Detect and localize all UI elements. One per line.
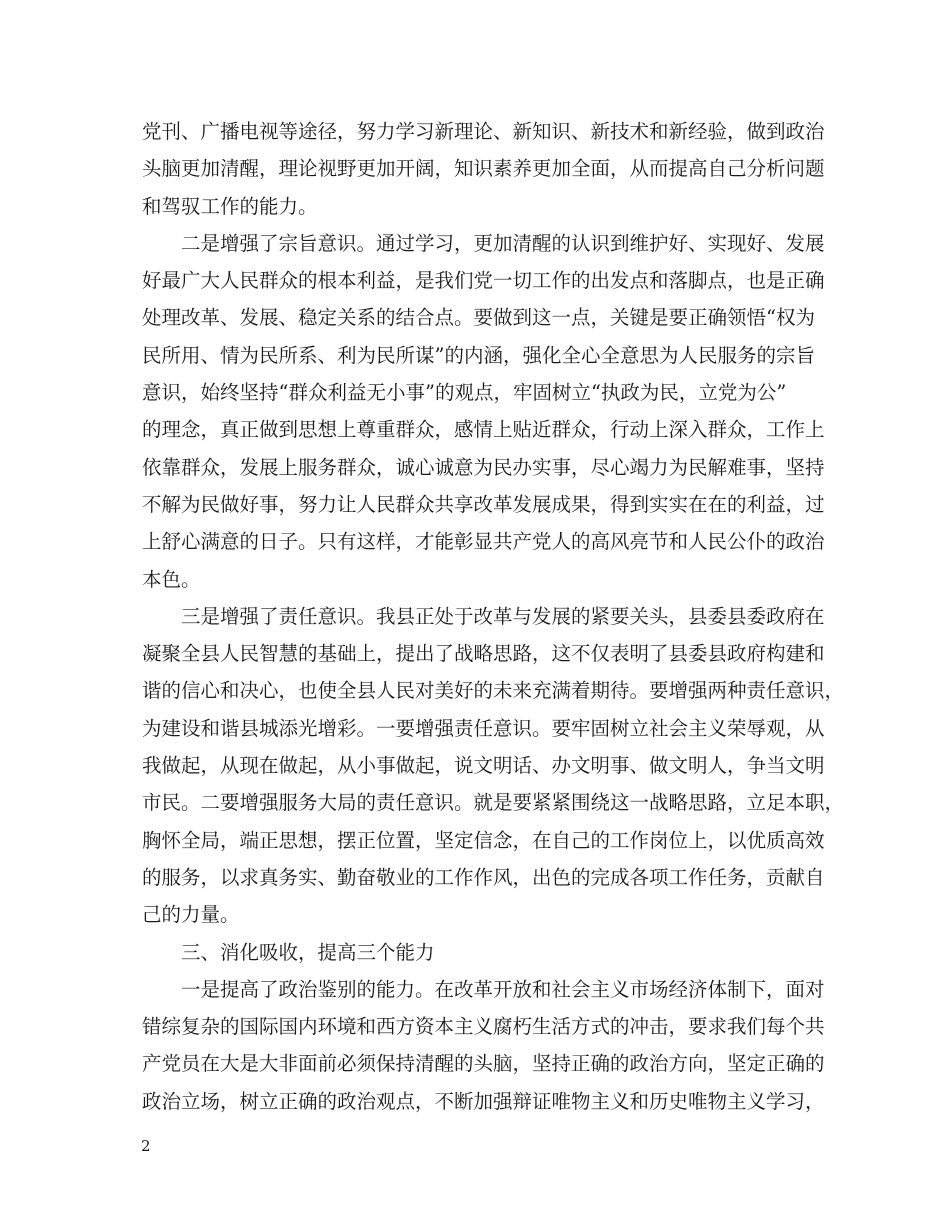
text-line: 产党员在大是大非面前必须保持清醒的头脑，坚持正确的政治方向，坚定正确的 <box>142 1052 825 1076</box>
text-line: 为建设和谐县城添光增彩。一要增强责任意识。要牢固树立社会主义荣辱观，从 <box>142 716 825 740</box>
text-line: 二是增强了宗旨意识。通过学习，更加清醒的认识到维护好、实现好、发展 <box>181 231 825 255</box>
text-line: 的理念，真正做到思想上尊重群众，感情上贴近群众，行动上深入群众，工作上 <box>142 418 825 442</box>
text-line: 民所用、情为民所系、利为民所谋”的内涵，强化全心全意思为人民服务的宗旨 <box>142 343 815 367</box>
text-line: 谐的信心和决心，也使全县人民对美好的未来充满着期待。要增强两种责任意识， <box>142 679 845 703</box>
heading-text: 三、消化吸收，提高三个能力 <box>181 940 435 964</box>
text-line: 意识，始终坚持“群众利益无小事”的观点，牢固树立“执政为民，立党为公” <box>142 381 787 405</box>
text-line: 好最广大人民群众的根本利益，是我们党一切工作的出发点和落脚点，也是正确 <box>142 269 825 293</box>
text-line: 错综复杂的国际国内环境和西方资本主义腐朽生活方式的冲击，要求我们每个共 <box>142 1015 825 1039</box>
text-line: 处理改革、发展、稳定关系的结合点。要做到这一点，关键是要正确领悟“权为 <box>142 306 815 330</box>
section-heading <box>142 934 812 971</box>
paragraph <box>142 971 825 1120</box>
paragraph <box>142 598 845 934</box>
paragraph <box>142 225 825 598</box>
document-body <box>142 113 845 1120</box>
text-line: 本色。 <box>142 567 201 591</box>
text-line: 的服务，以求真务实、勤奋敬业的工作作风，出色的完成各项工作任务，贡献自 <box>142 865 825 889</box>
text-line: 不解为民做好事，努力让人民群众共享改革发展成果，得到实实在在的利益，过 <box>142 492 825 516</box>
text-line: 己的力量。 <box>142 903 240 927</box>
page-number: 2 <box>141 1137 151 1155</box>
paragraph <box>142 113 825 225</box>
text-line: 一是提高了政治鉴别的能力。在改革开放和社会主义市场经济体制下，面对 <box>181 977 825 1001</box>
text-line: 三是增强了责任意识。我县正处于改革与发展的紧要关头，县委县委政府在 <box>181 604 825 628</box>
text-line: 和驾驭工作的能力。 <box>142 194 318 218</box>
text-line: 上舒心满意的日子。只有这样，才能彰显共产党人的高风亮节和人民公仆的政治 <box>142 530 825 554</box>
text-line: 市民。二要增强服务大局的责任意识。就是要紧紧围绕这一战略思路，立足本职， <box>142 791 845 815</box>
text-line: 凝聚全县人民智慧的基础上，提出了战略思路，这不仅表明了县委县政府构建和 <box>142 642 825 666</box>
text-line: 党刊、广播电视等途径，努力学习新理论、新知识、新技术和新经验，做到政治 <box>142 120 825 143</box>
text-line: 政治立场，树立正确的政治观点，不断加强辩证唯物主义和历史唯物主义学习， <box>142 1089 825 1113</box>
text-line: 头脑更加清醒，理论视野更加开阔，知识素养更加全面，从而提高自己分析问题 <box>142 157 825 181</box>
text-line: 我做起，从现在做起，从小事做起，说文明话、办文明事、做文明人，争当文明 <box>142 754 825 778</box>
text-line: 胸怀全局，端正思想，摆正位置，坚定信念，在自己的工作岗位上，以优质高效 <box>142 828 825 852</box>
text-line: 依靠群众，发展上服务群众，诚心诚意为民办实事，尽心竭力为民解难事，坚持 <box>142 455 825 479</box>
